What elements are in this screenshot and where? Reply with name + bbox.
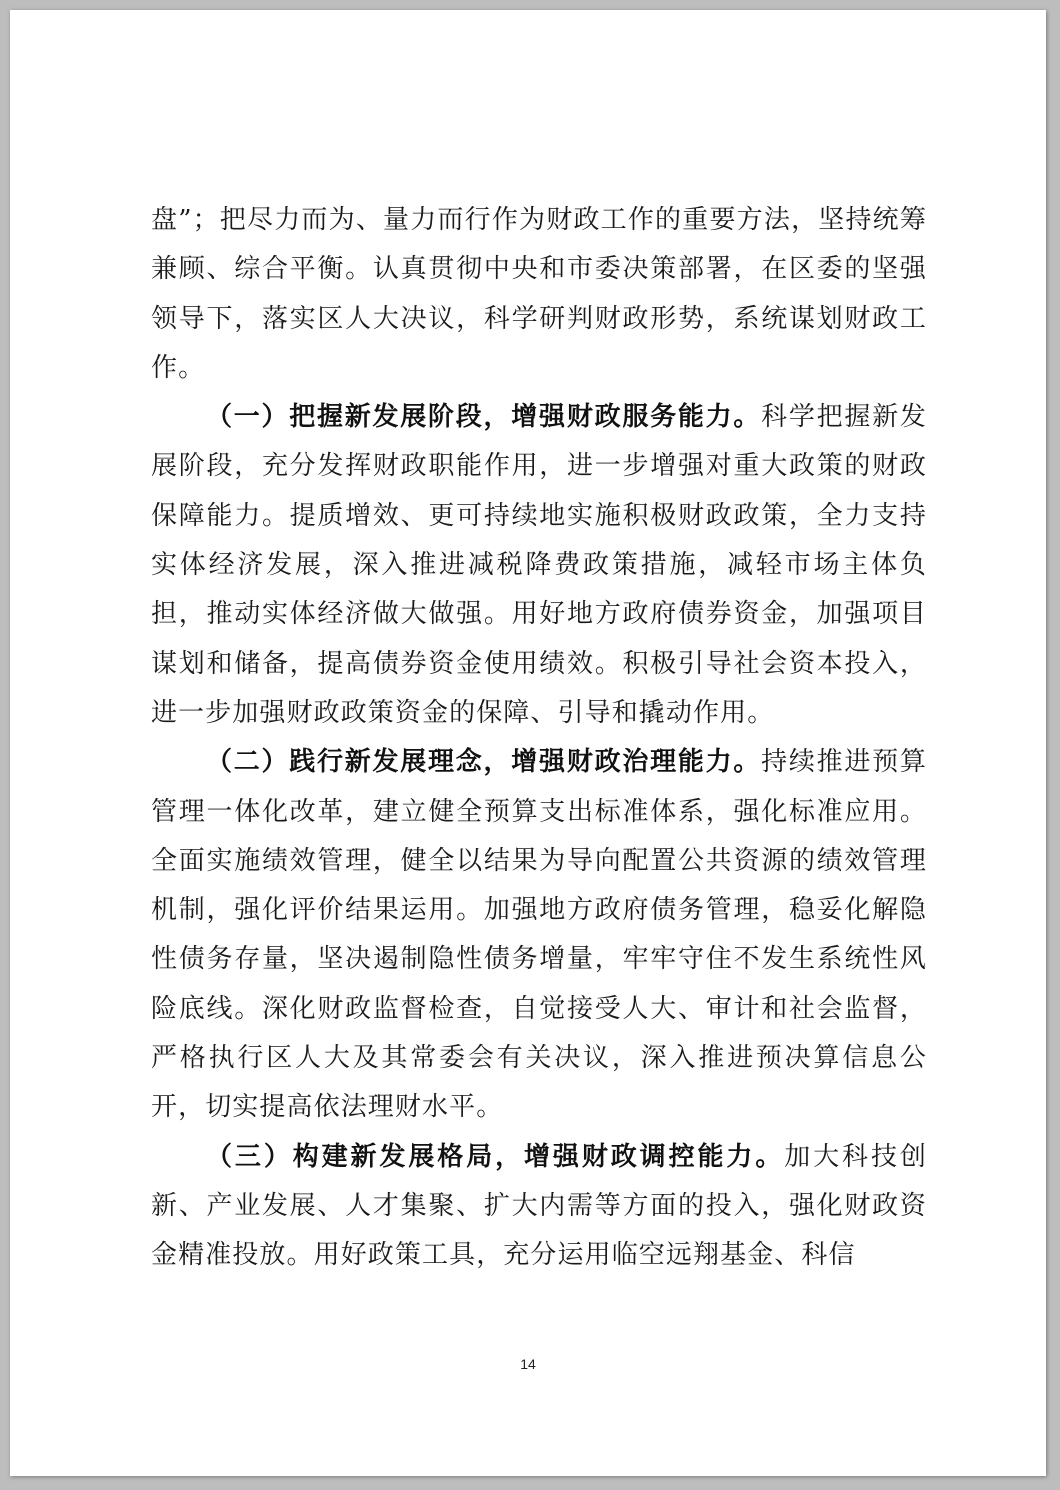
page-content bbox=[151, 196, 927, 1281]
section-body-3: 加大科技创新、产业发展、人才集聚、扩大内需等方面的投入，强化财政资金精准投放。用好政策工具，充分运用临空远翔基金、科信 bbox=[151, 1141, 927, 1271]
section-heading-3: （三）构建新发展格局，增强财政调控能力。 bbox=[206, 1141, 785, 1172]
section-paragraph-2 bbox=[151, 738, 927, 1132]
section-heading-2: （二）践行新发展理念，增强财政治理能力。 bbox=[206, 747, 762, 778]
page-number: 14 bbox=[520, 1356, 536, 1372]
continuation-paragraph: 盘”；把尽力而为、量力而行作为财政工作的重要方法，坚持统筹兼顾、综合平衡。认真贯彻中央和市委决策部署，在区委的坚强领导下，落实区人大决议，科学研判财政形势，系统谋划财政工作。 bbox=[151, 205, 927, 383]
section-body-1: 科学把握新发展阶段，充分发挥财政职能作用，进一步增强对重大政策的财政保障能力。提质增效、更可持续地实施积极财政政策，全力支持实体经济发展，深入推进减税降费政策措施，减轻市场主体负担，推动实体经济做大做强。用好地方政府债券资金，加强项目谋划和储备，提高债券资金使用绩效。积极引导社会资本投入，进一步加强财政政策资金的保障、引导和撬动作用。 bbox=[151, 402, 927, 728]
section-body-2: 持续推进预算管理一体化改革，建立健全预算支出标准体系，强化标准应用。全面实施绩效管理，健全以结果为导向配置公共资源的绩效管理机制，强化评价结果运用。加强地方政府债务管理，稳妥化解隐性债务存量，坚决遏制隐性债务增量，牢牢守住不发生系统性风险底线。深化财政监督检查，自觉接受人大、审计和社会监督，严格执行区人大及其常委会有关决议，深入推进预决算信息公开，切实提高依法理财水平。 bbox=[151, 747, 927, 1123]
section-paragraph-3 bbox=[151, 1133, 927, 1281]
section-heading-1: （一）把握新发展阶段，增强财政服务能力。 bbox=[206, 402, 762, 433]
document-page bbox=[10, 10, 1046, 1476]
section-paragraph-1 bbox=[151, 393, 927, 738]
